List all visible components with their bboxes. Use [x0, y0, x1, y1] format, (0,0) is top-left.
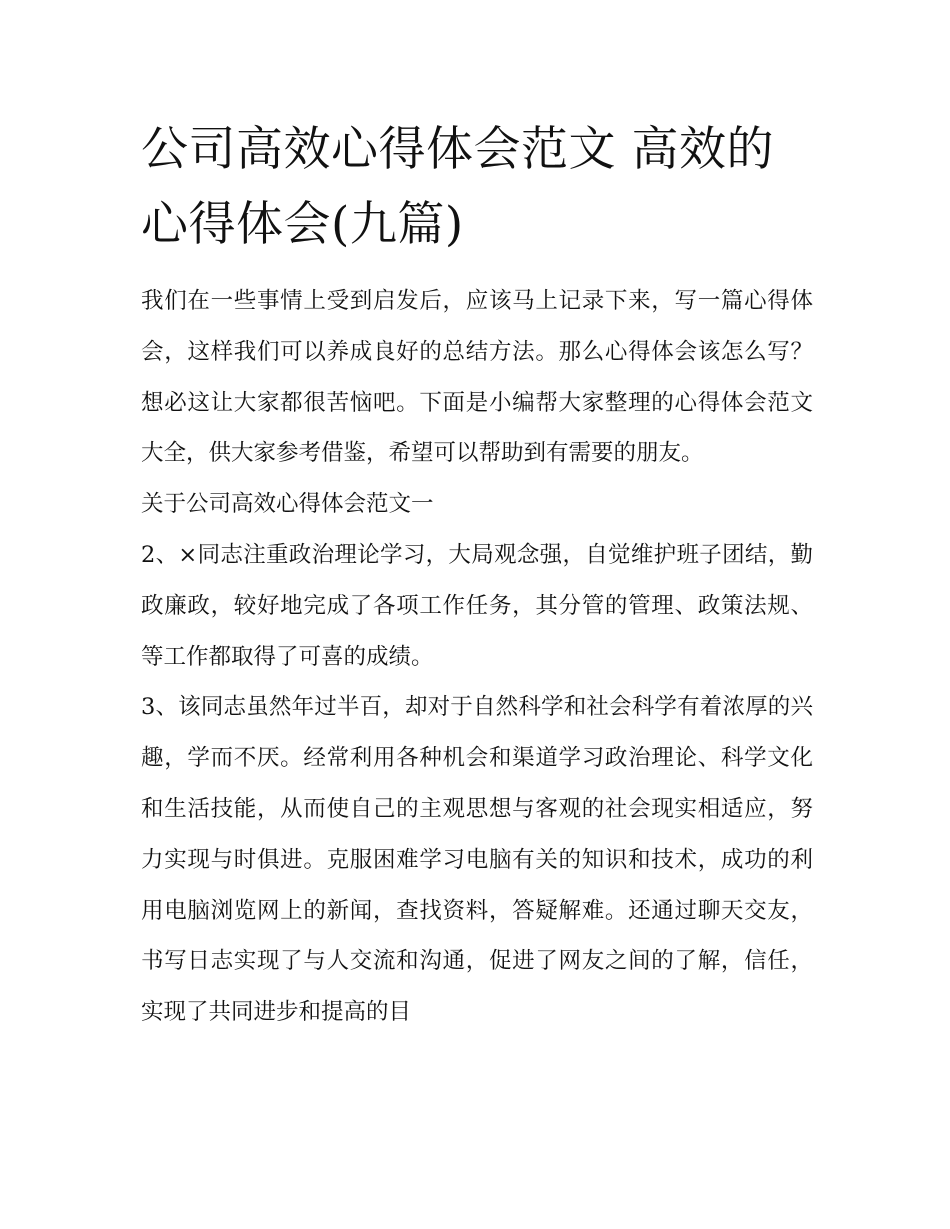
document-page: [141, 112, 813, 1038]
document-title: 公司高效心得体会范文 高效的心得体会(九篇): [141, 122, 774, 252]
body-paragraph-2: 2、×同志注重政治理论学习，大局观念强，自觉维护班子团结，勤政廉政，较好地完成了各项工作任务，其分管的管理、政策法规、等工作都取得了可喜的成绩。: [141, 541, 813, 670]
intro-paragraph: 我们在一些事情上受到启发后，应该马上记录下来，写一篇心得体会，这样我们可以养成良好的总结方法。那么心得体会该怎么写？想必这让大家都很苦恼吧。下面是小编帮大家整理的心得体会范文大全，供大家参考借鉴，希望可以帮助到有需要的朋友。: [141, 288, 813, 467]
body-paragraph-3: 3、该同志虽然年过半百，却对于自然科学和社会科学有着浓厚的兴趣，学而不厌。经常利用各种机会和渠道学习政治理论、科学文化和生活技能，从而使自己的主观思想与客观的社会现实相适应，努力实现与时俱进。克服困难学习电脑有关的知识和技术，成功的利用电脑浏览网上的新闻，查找资料，答疑解难。还通过聊天交友，书写日志实现了与人交流和沟通，促进了网友之间的了解，信任，实现了共同进步和提高的目: [141, 694, 813, 1026]
section-heading: 关于公司高效心得体会范文一: [141, 491, 434, 518]
